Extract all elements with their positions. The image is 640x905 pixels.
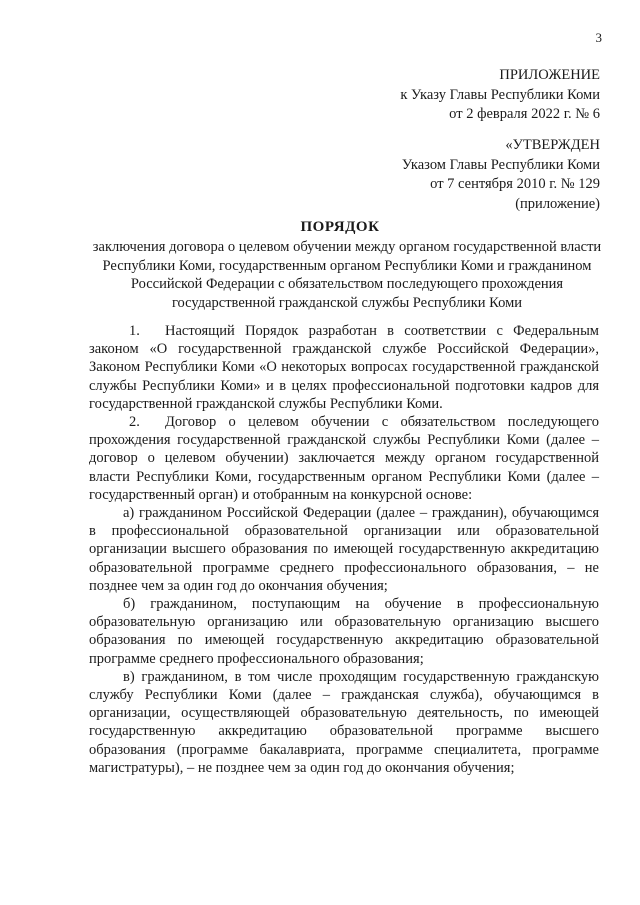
approved-note: (приложение) <box>515 195 600 212</box>
paragraph-1-text: Настоящий Порядок разработан в соответствии с Федеральным законом «О государственной гражданской службе Российской Федерации», Законом Республики Коми «О некоторых вопросах государственной гражданской службы Республики Коми» и в целях профессиональной подготовки кадров для государственной гражданской службы Республики Коми. <box>89 323 599 412</box>
paragraph-2-number: 2. <box>129 414 140 431</box>
appendix-date: от 2 февраля 2022 г. № 6 <box>449 106 600 122</box>
paragraph-1-number: 1. <box>129 323 140 339</box>
appendix-header <box>400 66 600 125</box>
subparagraph-b: б) гражданином, поступающим на обучение в профессиональную образовательную организацию или образовательную организацию высшего образования по имеющей государственную аккредитацию образовательной программе среднего профессионального образования; <box>89 596 599 667</box>
appendix-decree: к Указу Главы Республики Коми <box>400 86 600 103</box>
approved-date: от 7 сентября 2010 г. № 129 <box>430 176 600 192</box>
approved-label: «УТВЕРЖДЕН <box>505 137 600 153</box>
appendix-label: ПРИЛОЖЕНИЕ <box>499 67 600 83</box>
approved-decree: Указом Главы Республики Коми <box>401 156 600 173</box>
page-number: 3 <box>595 30 602 45</box>
paragraph-2 <box>89 413 599 504</box>
document-title: ПОРЯДОК <box>300 219 380 235</box>
paragraph-1 <box>89 322 599 413</box>
paragraph-2-text: Договор о целевом обучении с обязательством последующего прохождения государственной гражданской службы Республики Коми (далее – договор о целевом обучении) заключается между органом государственной власти Республики Коми, государственным органом Республики Коми (далее – государственный орган) и отобранным на конкурсной основе: <box>89 414 599 503</box>
subparagraph-v: в) гражданином, в том числе проходящим государственную гражданскую службу Республики Коми (далее – гражданская служба), обучающимся в организации, осуществляющей образовательную деятельность, по имеющей государственную аккредитацию образовательной программе высшего образования (программе бакалавриата, программе специалитета, программе магистратуры), – не позднее чем за один год до окончания обучения; <box>89 668 599 776</box>
approved-header <box>402 136 600 214</box>
document-subtitle: заключения договора о целевом обучении между органом государственной власти Республики Коми, государственным органом Республики Коми и гражданином Российской Федерации с обязательством последующего прохождения государственной гражданской службы Республики Коми <box>92 239 602 311</box>
document-body <box>89 322 599 777</box>
subparagraph-a: а) гражданином Российской Федерации (далее – гражданин), обучающимся в профессиональной образовательной организации или образовательной организации высшего образования по имеющей государственную аккредитацию образовательной программе среднего профессионального образования, – не позднее чем за один год до окончания обучения; <box>89 505 599 594</box>
